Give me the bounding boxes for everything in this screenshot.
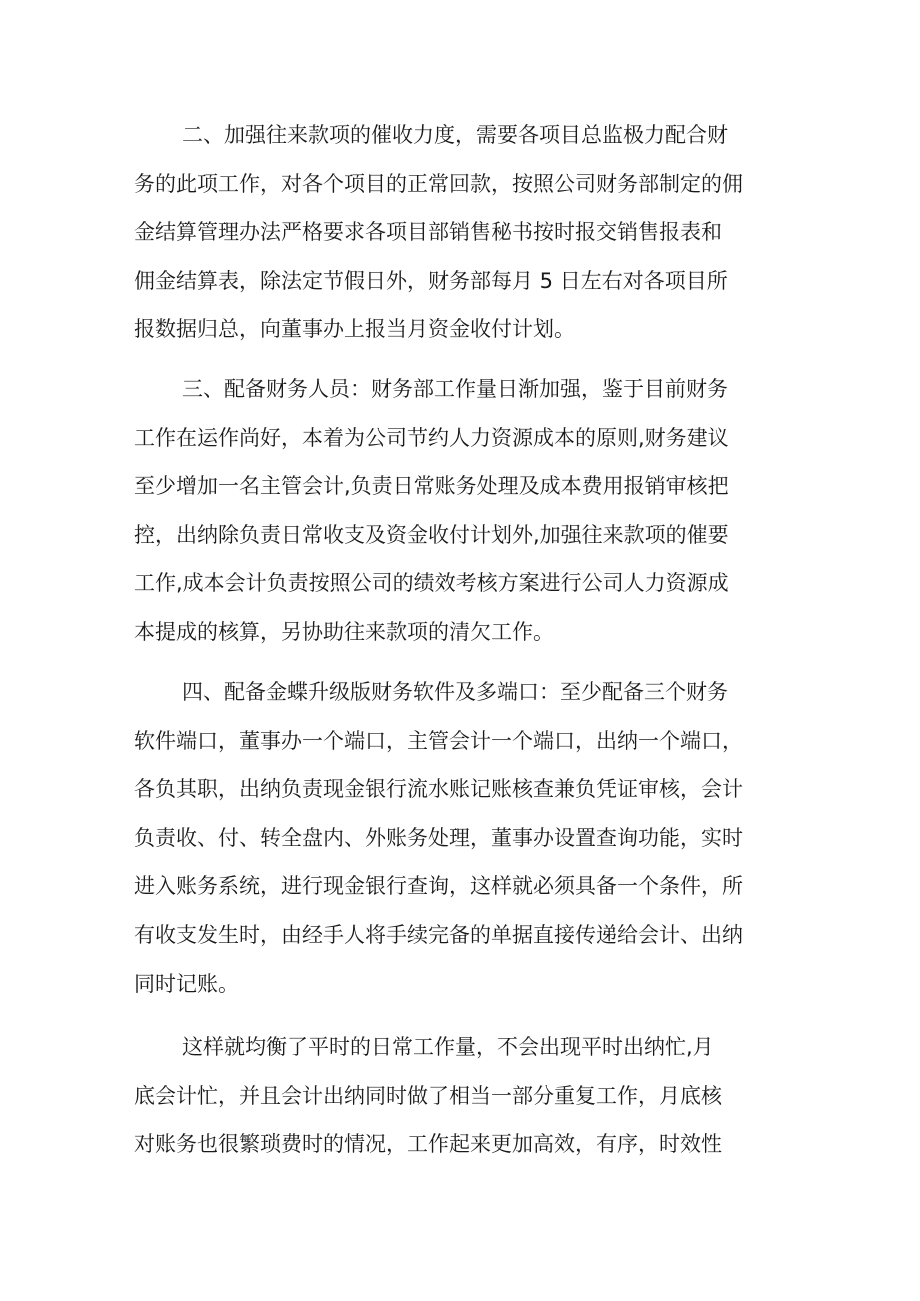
text-line: 有收支发生时，由经手人将手续完备的单据直接传递给会计、出纳 [134,922,743,947]
text-line: 本提成的核算，另协助往来款项的清欠工作。 [134,619,554,644]
text-line: 金结算管理办法严格要求各项目部销售秘书按时报交销售报表和 [134,220,722,245]
text-line: 报数据归总，向董事办上报当月资金收付计划。 [134,317,575,342]
paragraph-finance-software [134,668,743,1008]
text-line: 软件端口，董事办一个端口，主管会计一个端口，出纳一个端口， [134,728,743,753]
text-line: 底会计忙，并且会计出纳同时做了相当一部分重复工作，月底核 [134,1083,722,1108]
text-line: 四、配备金蝶升级版财务软件及多端口：至少配备三个财务 [182,680,728,704]
text-line: 三、配备财务人员：财务部工作量日渐加强，鉴于目前财务 [182,377,728,401]
text-line: 对账务也很繁琐费时的情况，工作起来更加高效，有序，时效性 [134,1132,722,1157]
text-line: 这样就均衡了平时的日常工作量，不会出现平时出纳忙,月 [182,1035,714,1059]
paragraph-workload-balance [134,1023,722,1169]
text-line: 工作在运作尚好，本着为公司节约人力资源成本的原则,财务建议 [134,425,729,450]
text-line: 佣金结算表，除法定节假日外，财务部每月 5 日左右对各项目所 [134,268,728,293]
paragraph-finance-staffing [134,365,729,657]
text-line: 工作,成本会计负责按照公司的绩效考核方案进行公司人力资源成 [134,571,729,596]
paragraph-receivables-collection [134,111,743,354]
text-line: 二、加强往来款项的催收力度，需要各项目总监极力配合财 [182,123,728,147]
text-line: 务的此项工作，对各个项目的正常回款，按照公司财务部制定的佣 [134,171,743,196]
text-line: 进入账务系统，进行现金银行查询，这样就必须具备一个条件，所 [134,874,743,899]
text-line: 各负其职，出纳负责现金银行流水账记账核查兼负凭证审核，会计 [134,777,743,802]
text-line: 控，出纳除负责日常收支及资金收付计划外,加强往来款项的催要 [134,522,729,547]
text-line: 至少增加一名主管会计,负责日常账务处理及成本费用报销审核把 [134,474,729,499]
text-line: 负责收、付、转全盘内、外账务处理，董事办设置查询功能，实时 [134,825,743,850]
text-line: 同时记账。 [134,971,239,996]
